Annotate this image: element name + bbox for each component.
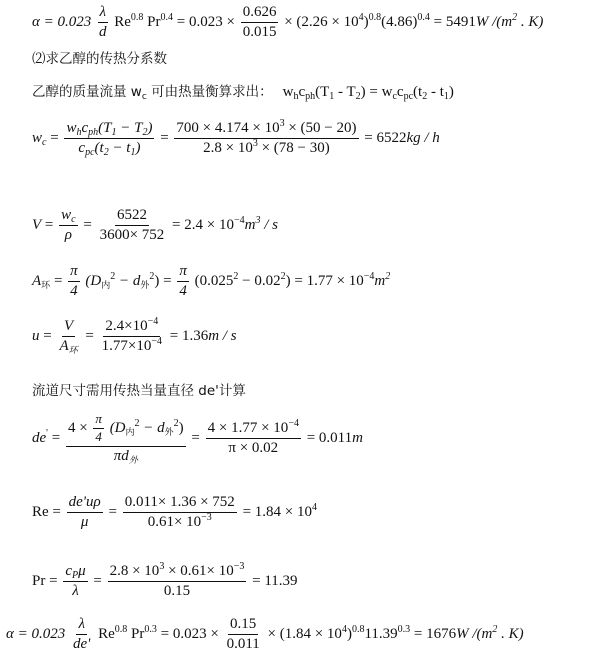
heat-balance-equation	[283, 84, 454, 100]
D-sub: 内	[125, 427, 135, 438]
T-open: (T	[315, 84, 330, 100]
D-exp: 2	[110, 271, 116, 283]
exp2: 2	[280, 271, 286, 283]
mu: μ	[80, 514, 89, 531]
coef: = 0.023 ×	[160, 626, 219, 643]
num: 4 × 1.77 × 10	[207, 419, 289, 436]
lambda-over-d	[97, 4, 109, 42]
t: − t	[108, 140, 131, 157]
equivalent-diameter-heading: 流道尺寸需用传热当量直径 de'计算	[32, 383, 246, 399]
pr-value: 11.39	[364, 626, 398, 643]
v-exp: −4	[233, 215, 245, 227]
re-symbolic-fraction	[67, 494, 103, 532]
v-result: = 2.4 × 10	[172, 217, 234, 234]
minus-T: - T	[334, 84, 356, 100]
re-power: 0.8	[351, 624, 365, 636]
exp: 3	[159, 561, 165, 572]
u-numeric-fraction	[100, 318, 164, 356]
u-unit: m / s	[208, 328, 237, 345]
re-lhs: Re	[32, 504, 49, 521]
val2: − 0.02	[238, 273, 281, 290]
de-numeric-fraction	[206, 417, 301, 458]
sub-h: h	[293, 91, 299, 102]
sub: c	[71, 214, 76, 225]
four-times: 4 ×	[67, 419, 88, 436]
coef: = 0.023 ×	[176, 14, 235, 31]
four: 4	[95, 428, 102, 444]
re-exp: 0.8	[114, 624, 128, 636]
minus-t: - t	[427, 84, 444, 100]
section-heading-2: ⑵求乙醇的传热分系数	[32, 51, 167, 67]
pr-power: 0.4	[417, 12, 430, 24]
re-result: = 1.84 × 10	[242, 504, 312, 521]
pr-numeric-fraction	[108, 563, 247, 601]
mass-flow-text2: 可由热量衡算求出：	[146, 84, 273, 100]
re-symbol: Re	[98, 626, 115, 643]
re-value-exp: 4	[358, 12, 364, 24]
close: )	[147, 120, 153, 136]
mass-flow-sentence	[32, 80, 454, 101]
pr-result: = 11.39	[252, 573, 298, 590]
a-result: ) = 1.77 × 10	[285, 273, 364, 290]
wc-lhs: w	[32, 130, 43, 147]
de-symbolic-fraction	[66, 412, 186, 465]
rho: ρ	[64, 227, 72, 244]
A: A	[59, 338, 69, 355]
w: w	[61, 207, 72, 223]
wc-numeric-fraction	[174, 120, 358, 158]
mass-flow-text: 乙醇的质量流量 w	[32, 84, 142, 100]
den: π × 0.02	[228, 440, 279, 457]
w: w	[66, 120, 77, 136]
area-equation: $A_环$ = $\frac{\pi}{4}$ $(D_内^2 - d_外^2)$ = $\frac{\pi}{4}$ $(0.025^2 - 0.02^2) = 1.77 \times 10^{-4}m^2$	[32, 263, 391, 300]
num: 0.011× 1.36 × 752	[123, 494, 237, 513]
v-unit: m	[244, 217, 256, 234]
exp: 3	[252, 138, 258, 150]
V: V	[62, 318, 75, 337]
frac-num: λ	[98, 4, 109, 23]
d-sub: 外	[128, 455, 138, 466]
sub: 1	[130, 147, 136, 159]
reynolds-equation: Re = $\frac{de'u\rho}{\mu}$ = $\frac{0.011\times 1.36 \times 752}{0.61\times 10^{-3}}$ = $1.84 \times 10^4$	[32, 494, 317, 531]
pi-over-4-2	[177, 263, 189, 301]
re-numeric-fraction	[123, 494, 237, 532]
w: w	[282, 84, 294, 100]
lambda: λ	[76, 616, 87, 635]
re-symbol: Re	[114, 14, 131, 31]
pr-symbol: Pr	[147, 14, 161, 31]
alpha-lhs: α = 0.023	[32, 14, 92, 31]
c: c	[298, 84, 306, 100]
num2: × 0.61× 10	[164, 563, 234, 579]
prandtl-equation: Pr = $\frac{c_P\mu}{\lambda}$ = $\frac{2.8 \times 10^3 \times 0.61\times 10^{-3}}{0.15}$ = 11.39	[32, 561, 298, 600]
D: (D	[109, 419, 126, 436]
d: − d	[115, 273, 141, 290]
num: 6522	[115, 207, 149, 226]
den2: × (78 − 30)	[257, 140, 330, 157]
a-unit-exp: 2	[385, 271, 391, 283]
num: 2.4×10	[105, 318, 148, 334]
re-value: × (1.84 × 10	[267, 626, 342, 643]
pr-exp: 0.4	[160, 12, 174, 24]
unit: W /(m	[456, 626, 493, 643]
pr-value: (4.86)	[381, 14, 418, 31]
v-over-a	[57, 318, 79, 356]
d-exp: 2	[149, 271, 155, 283]
k-over-d-values	[241, 4, 279, 42]
a-lhs: A	[32, 273, 42, 290]
paren-close: )	[448, 84, 454, 100]
exp: −4	[147, 316, 159, 327]
lambda-over-de	[71, 616, 92, 654]
T: (T	[98, 120, 112, 136]
pi-over-4	[68, 263, 80, 301]
v-equation: V = $\frac{w_c}{\rho}$ = $\frac{6522}{3600\times 752}$ = $2.4 \times 10^{-4}m^3 / s$	[32, 207, 278, 244]
t: (t	[94, 140, 104, 157]
mass-flow-sub: c	[141, 92, 147, 102]
wc-equation: $w_c$ = $\frac{w_hc_{ph}(T_1 - T_2)}{c_{pc}(t_2 - t_1)}$ = $\frac{700 \times 4.174 \times 10^3 \times (50 - 20)}{2.8 \times 10^3 \times (78 - 30)}$ = 6522kg / h	[32, 118, 440, 159]
paren-close: )	[363, 14, 369, 31]
sub: ph	[88, 127, 99, 138]
t2: 2	[422, 91, 428, 102]
u-lhs: u	[32, 328, 40, 345]
sub: P	[71, 570, 79, 581]
mu: μ	[78, 563, 86, 579]
frac-den: 0.015	[242, 24, 277, 41]
den: 0.011	[226, 636, 260, 653]
wc-lhs-sub: c	[42, 137, 47, 149]
pr-symbolic-fraction	[63, 563, 87, 601]
exp: 3	[279, 118, 285, 129]
T: − T	[116, 120, 143, 136]
den: 1.77×10	[101, 338, 152, 355]
wc-symbolic-fraction	[64, 120, 154, 158]
unit-exp: 2	[492, 624, 498, 636]
re-value: × (2.26 × 10	[284, 14, 359, 31]
alpha-lhs: α = 0.023	[6, 626, 66, 643]
v-lhs: V	[32, 217, 42, 234]
close: )	[178, 419, 184, 436]
lambda: λ	[72, 583, 79, 600]
re-result-exp: 4	[311, 502, 317, 514]
c: c	[81, 120, 89, 136]
pi: π	[93, 412, 104, 429]
de: de'	[73, 636, 91, 653]
T2: 2	[355, 91, 361, 102]
den: 0.61× 10	[147, 514, 202, 531]
pr-exp: 0.3	[144, 624, 157, 636]
pi-over-4	[93, 412, 104, 445]
a-exp: −4	[363, 271, 375, 283]
unit-exp: 2	[512, 12, 518, 24]
de-result: = 0.011	[306, 430, 353, 446]
sub-pc: pc	[403, 91, 414, 102]
T1: 1	[329, 91, 335, 102]
A-sub: 环	[68, 346, 78, 357]
num: 2.8 × 10	[109, 563, 160, 579]
a-unit: m	[374, 273, 386, 290]
t1: 1	[443, 91, 449, 102]
D: (D	[85, 273, 102, 290]
den: 2.8 × 10	[203, 140, 253, 157]
val1: (0.025	[194, 273, 234, 290]
d: − d	[139, 419, 165, 436]
d-sub: 外	[164, 427, 174, 438]
de-unit: m	[352, 430, 363, 446]
sub: 1	[111, 127, 117, 138]
exp: −3	[201, 512, 212, 524]
close: )	[346, 626, 352, 643]
sub-ph: ph	[305, 91, 316, 102]
v-unit-exp: 3	[255, 215, 261, 227]
num: 700 × 4.174 × 10	[176, 120, 280, 136]
v-numeric-fraction	[98, 207, 167, 245]
d-exp: 2	[173, 417, 179, 429]
num: de'uρ	[67, 494, 103, 513]
alpha-ethanol-equation	[6, 616, 524, 654]
t-open: (t	[413, 84, 423, 100]
k-over-de-values	[225, 616, 262, 654]
u-result: = 1.36	[169, 328, 209, 345]
re-value-exp: 4	[341, 624, 347, 636]
close: )	[154, 273, 160, 290]
pr-lhs: Pr	[32, 573, 46, 590]
pr-power: 0.3	[397, 624, 411, 636]
alpha-result: = 1676	[413, 626, 457, 643]
c: c	[65, 563, 72, 579]
c2: c	[396, 84, 404, 100]
alpha-water-equation	[32, 4, 543, 42]
unit: W /(m	[475, 14, 513, 31]
re-power: 0.8	[368, 12, 382, 24]
a-lhs-sub: 环	[41, 281, 51, 292]
exp: −4	[288, 417, 299, 429]
unit-tail: . K)	[497, 626, 524, 643]
alpha-result: = 5491	[433, 14, 476, 31]
wc-result: = 6522	[364, 130, 407, 147]
wc-unit: kg / h	[406, 130, 440, 147]
frac-num: 0.626	[241, 4, 279, 23]
de-prime: '	[46, 428, 48, 439]
sub: h	[76, 127, 82, 138]
d-sub: 外	[140, 281, 150, 292]
de-lhs: de	[32, 430, 47, 446]
exp2: −3	[233, 561, 245, 572]
exp: −4	[151, 336, 162, 348]
unit-tail: . K)	[517, 14, 544, 31]
de-equation: de' = 4 × $\frac{\pi}{4}$ $(D_内^2 - d_外^2)$ $\pi d_外$ = $\frac{4 \times 1.77 \times 10^{-4}}{\pi \times 0.02}$ = 0.011m	[32, 411, 363, 466]
sub: 2	[103, 147, 109, 159]
sub-c: c	[392, 91, 397, 102]
pi: π	[177, 263, 189, 282]
four: 4	[70, 283, 78, 300]
den: 0.15	[163, 583, 191, 600]
pr-symbol: Pr	[131, 626, 145, 643]
pi: π	[68, 263, 80, 282]
pi-d: πd	[113, 447, 129, 464]
v-unit-tail: / s	[260, 217, 278, 234]
velocity-equation: u = $\frac{V}{A_环}$ = $\frac{2.4\times 10^{-4}}{1.77\times 10^{-4}}$ = 1.36m / s	[32, 316, 237, 357]
D-exp: 2	[134, 417, 140, 429]
four: 4	[179, 283, 187, 300]
exp1: 2	[233, 271, 239, 283]
sub: pc	[85, 147, 95, 159]
D-sub: 内	[101, 281, 111, 292]
num2: × (50 − 20)	[284, 120, 357, 136]
c: c	[78, 140, 86, 157]
frac-den: d	[99, 24, 107, 41]
sub: 2	[142, 127, 148, 138]
num: 0.15	[228, 616, 258, 635]
re-exp: 0.8	[130, 12, 144, 24]
eq-w: ) = w	[360, 84, 393, 100]
close: )	[135, 140, 141, 157]
den: 3600× 752	[99, 227, 165, 244]
wc-over-rho	[59, 207, 77, 245]
